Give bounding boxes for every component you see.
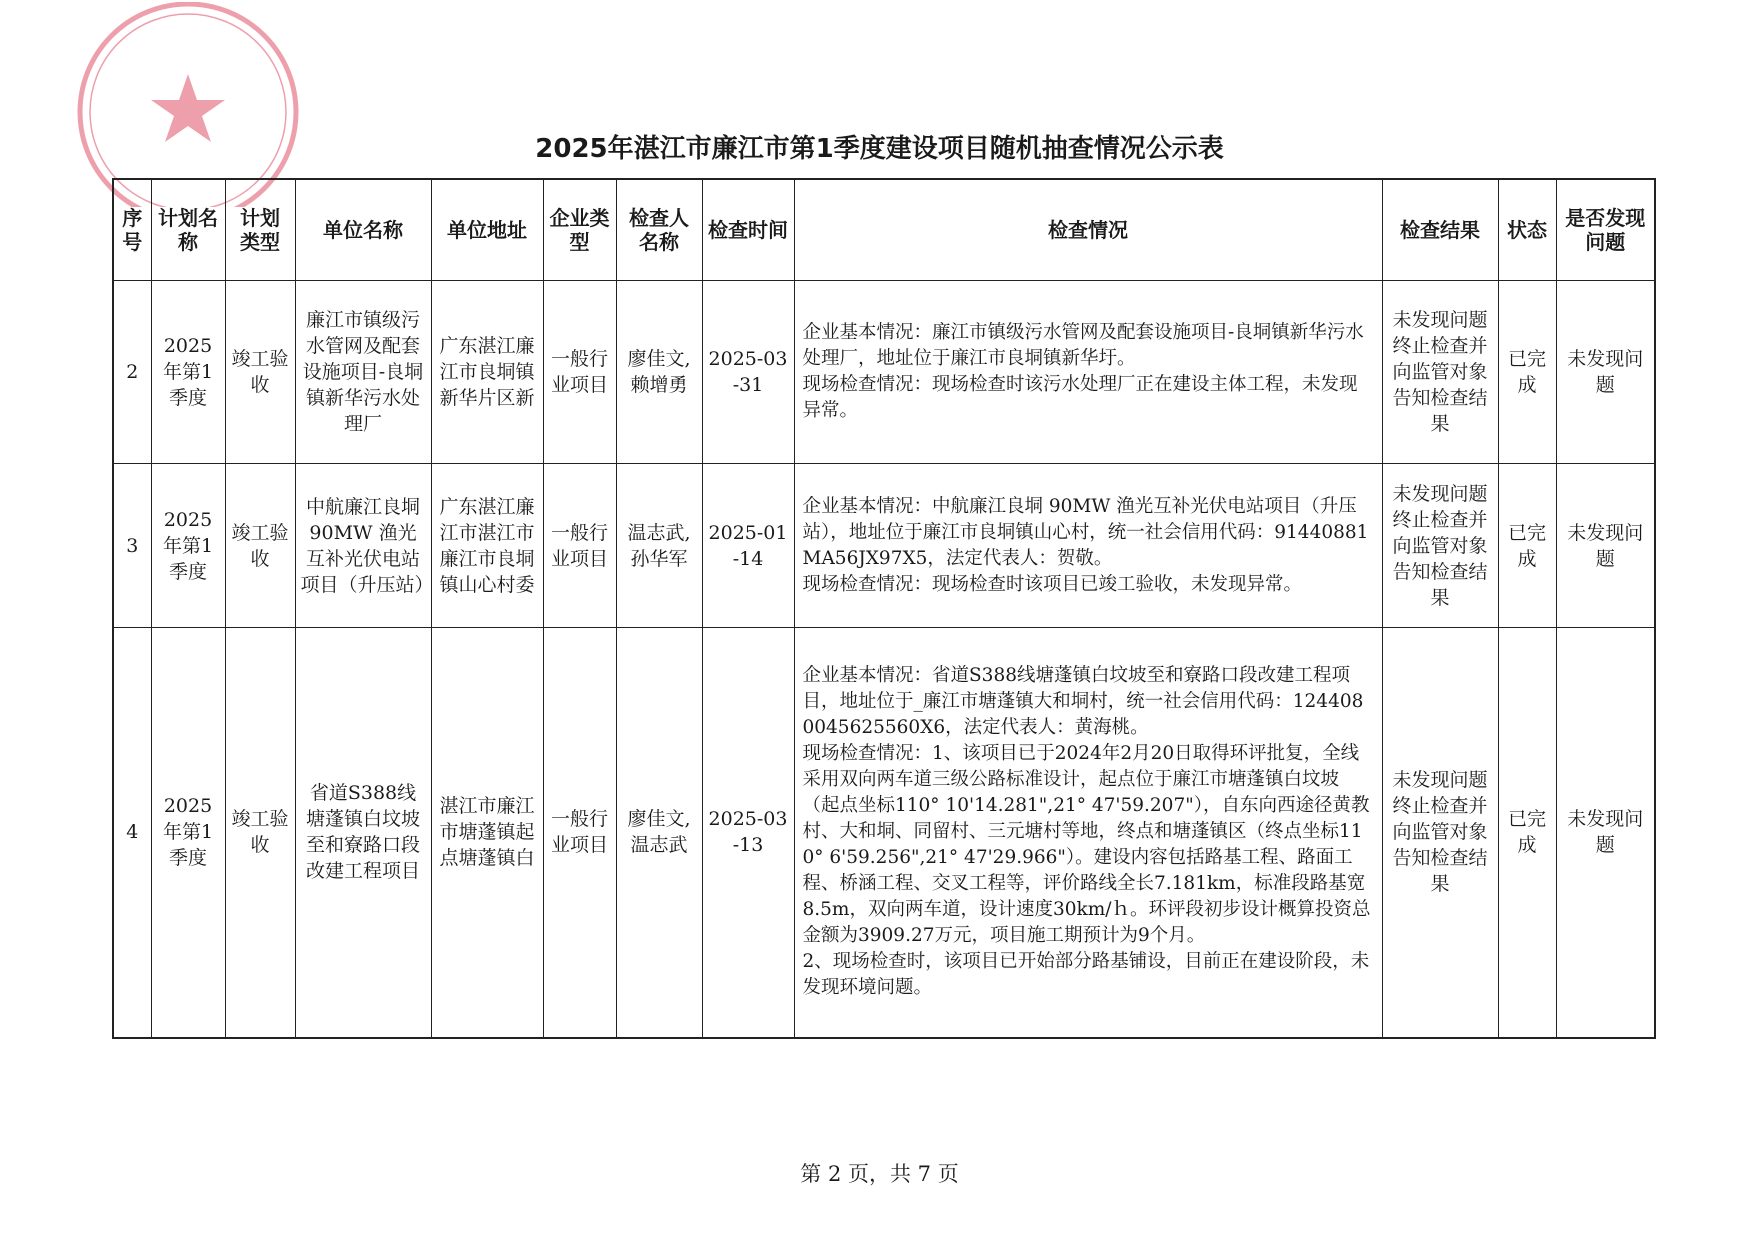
cell-unit-name: 廉江市镇级污水管网及配套设施项目-良垌镇新华污水处理厂 <box>295 281 431 464</box>
cell-status: 已完成 <box>1498 628 1556 1038</box>
column-header: 检查人名称 <box>616 179 702 281</box>
inspection-table <box>112 178 1656 1039</box>
header-row <box>113 179 1655 281</box>
cell-plan-name: 2025年第1季度 <box>151 281 225 464</box>
column-header: 序号 <box>113 179 151 281</box>
inspection-details <box>794 281 1382 464</box>
cell-problem-found: 未发现问题 <box>1556 281 1655 464</box>
column-header: 计划类型 <box>225 179 295 281</box>
column-header: 检查时间 <box>702 179 794 281</box>
cell-plan-type: 竣工验收 <box>225 281 295 464</box>
cell-problem-found: 未发现问题 <box>1556 628 1655 1038</box>
cell-problem-found: 未发现问题 <box>1556 464 1655 628</box>
inspection-details <box>794 628 1382 1038</box>
table-row <box>113 281 1655 464</box>
cell-status: 已完成 <box>1498 464 1556 628</box>
cell-inspectors: 廖佳文,赖增勇 <box>616 281 702 464</box>
column-header: 计划名称 <box>151 179 225 281</box>
official-seal <box>60 2 320 207</box>
cell-result: 未发现问题终止检查并向监管对象告知检查结果 <box>1382 464 1498 628</box>
cell-no: 3 <box>113 464 151 628</box>
detail-paragraph: 现场检查情况：现场检查时该项目已竣工验收，未发现异常。 <box>802 573 1303 595</box>
cell-unit-address: 湛江市廉江市塘蓬镇起点塘蓬镇白 <box>431 628 543 1038</box>
cell-plan-type: 竣工验收 <box>225 628 295 1038</box>
column-header: 检查结果 <box>1382 179 1498 281</box>
column-header: 是否发现问题 <box>1556 179 1655 281</box>
cell-unit-address: 广东湛江廉江市良垌镇新华片区新 <box>431 281 543 464</box>
detail-paragraph: 企业基本情况：廉江市镇级污水管网及配套设施项目-良垌镇新华污水处理厂，地址位于廉江市良垌镇新华圩。 <box>802 322 1364 369</box>
detail-paragraph: 现场检查情况：现场检查时该污水处理厂正在建设主体工程，未发现异常。 <box>802 374 1358 421</box>
cell-inspectors: 廖佳文,温志武 <box>616 628 702 1038</box>
page-number: 第 2 页，共 7 页 <box>800 1162 959 1186</box>
cell-inspect-date: 2025-03-13 <box>702 628 794 1038</box>
table-row <box>113 464 1655 628</box>
detail-paragraph: 企业基本情况：省道S388线塘蓬镇白坟坡至和寮路口段改建工程项目，地址位于_廉江市塘蓬镇大和垌村，统一社会信用代码：1244080045625560X6，法定代表人：黄海桃。 <box>802 665 1364 739</box>
cell-no: 2 <box>113 281 151 464</box>
cell-plan-name: 2025年第1季度 <box>151 464 225 628</box>
cell-enterprise-type: 一般行业项目 <box>543 464 616 628</box>
cell-result: 未发现问题终止检查并向监管对象告知检查结果 <box>1382 628 1498 1038</box>
column-header: 状态 <box>1498 179 1556 281</box>
detail-paragraph: 现场检查情况：1、该项目已于2024年2月20日取得环评批复，全线采用双向两车道三级公路标准设计，起点位于廉江市塘蓬镇白坟坡（起点坐标110° 10'14.281",21° 47'59.207"），自东向西途径黄教村、大和垌、同留村、三元塘村等地，终点和塘蓬镇区（终点坐标110° 6'59.256",21° 47'29.966"）。建设内容包括路基工程、路面工程、桥涵工程、交叉工程等，评价路线全长7.181km，标准段路基宽8.5m，双向两车道，设计速度30km/ｈ。环评段初步设计概算投资总金额为3909.27万元，项目施工期预计为9个月。 <box>802 743 1371 947</box>
cell-unit-name: 中航廉江良垌90MW 渔光互补光伏电站项目（升压站） <box>295 464 431 628</box>
detail-paragraph: 2、现场检查时，该项目已开始部分路基铺设，目前正在建设阶段，未发现环境问题。 <box>802 951 1370 999</box>
cell-result: 未发现问题终止检查并向监管对象告知检查结果 <box>1382 281 1498 464</box>
cell-enterprise-type: 一般行业项目 <box>543 628 616 1038</box>
inspection-details <box>794 464 1382 628</box>
cell-unit-name: 省道S388线塘蓬镇白坟坡至和寮路口段改建工程项目 <box>295 628 431 1038</box>
detail-paragraph: 企业基本情况：中航廉江良垌 90MW 渔光互补光伏电站项目（升压站），地址位于廉江市良垌镇山心村，统一社会信用代码：91440881MA56JX97X5，法定代表人：贺敬。 <box>802 495 1369 569</box>
column-header: 检查情况 <box>794 179 1382 281</box>
cell-no: 4 <box>113 628 151 1038</box>
cell-unit-address: 广东湛江廉江市湛江市廉江市良垌镇山心村委 <box>431 464 543 628</box>
cell-plan-name: 2025年第1季度 <box>151 628 225 1038</box>
cell-inspectors: 温志武,孙华军 <box>616 464 702 628</box>
column-header: 单位地址 <box>431 179 543 281</box>
table-row <box>113 628 1655 1038</box>
column-header: 单位名称 <box>295 179 431 281</box>
cell-plan-type: 竣工验收 <box>225 464 295 628</box>
column-header: 企业类型 <box>543 179 616 281</box>
cell-inspect-date: 2025-03-31 <box>702 281 794 464</box>
cell-inspect-date: 2025-01-14 <box>702 464 794 628</box>
cell-status: 已完成 <box>1498 281 1556 464</box>
page-title: 2025年湛江市廉江市第1季度建设项目随机抽查情况公示表 <box>535 134 1224 164</box>
cell-enterprise-type: 一般行业项目 <box>543 281 616 464</box>
